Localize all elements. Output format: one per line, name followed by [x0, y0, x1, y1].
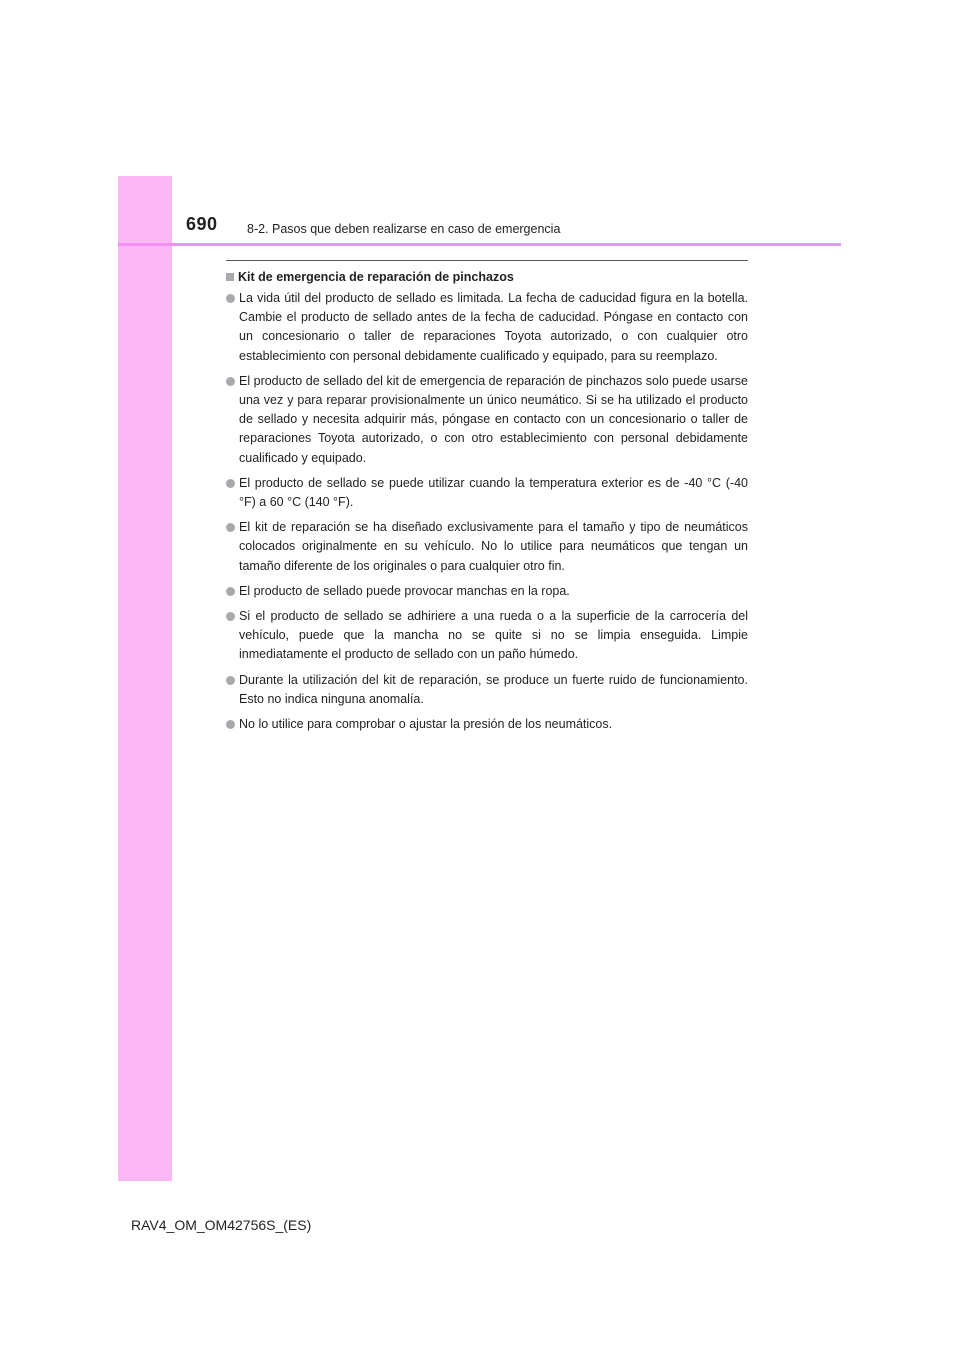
square-bullet-icon: [226, 273, 234, 281]
list-item-text: El kit de reparación se ha diseñado exclusivamente para el tamaño y tipo de neumáticos colocados originalmente en su vehículo. No lo utilice para neumáticos que tengan un tamaño diferente de los originales o para cualquier otro fin.: [239, 520, 748, 573]
list-item-text: Si el producto de sellado se adhiriere a una rueda o a la superficie de la carrocería del vehículo, puede que la mancha no se quite si no se limpia enseguida. Limpie inmediatamente el producto de sellado con un paño húmedo.: [239, 609, 748, 662]
bullet-dot-icon: [226, 377, 235, 386]
list-item: [226, 372, 748, 468]
main-content: [226, 260, 748, 740]
chapter-title: 8-2. Pasos que deben realizarse en caso de emergencia: [247, 222, 561, 236]
list-item: [226, 518, 748, 576]
bullet-list: [226, 289, 748, 734]
bullet-dot-icon: [226, 523, 235, 532]
list-item-text: Durante la utilización del kit de reparación, se produce un fuerte ruido de funcionamiento. Esto no indica ninguna anomalía.: [239, 672, 748, 706]
list-item: [226, 582, 748, 601]
list-item-text: La vida útil del producto de sellado es limitada. La fecha de caducidad figura en la botella. Cambie el producto de sellado antes de la fecha de caducidad. Póngase en contacto con un concesionario o taller de reparaciones Toyota autorizado, o con cualquier otro establecimiento con personal debidamente cualificado y equipado, para su reemplazo.: [239, 291, 748, 363]
list-item: [226, 671, 748, 709]
bullet-dot-icon: [226, 676, 235, 685]
section-heading-text: Kit de emergencia de reparación de pinchazos: [238, 270, 514, 284]
list-item: [226, 289, 748, 366]
list-item-text: El producto de sellado se puede utilizar cuando la temperatura exterior es de -40 °C (-40 °F) a 60 °C (140 °F).: [239, 475, 748, 510]
bullet-dot-icon: [226, 479, 235, 488]
list-item-text: No lo utilice para comprobar o ajustar la presión de los neumáticos.: [239, 717, 613, 732]
bullet-dot-icon: [226, 294, 235, 303]
bullet-dot-icon: [226, 587, 235, 596]
page-number: 690: [186, 214, 218, 234]
bullet-dot-icon: [226, 720, 235, 729]
section-divider: [226, 260, 748, 261]
section-heading: [226, 270, 748, 284]
list-item-text: El producto de sellado del kit de emergencia de reparación de pinchazos solo puede usarse una vez y para reparar provisionalmente un único neumático. Si se ha utilizado el producto de sellado y necesita adquirir más, póngase en contacto con un concesionario o taller de reparaciones Toyota autorizado, o con otro establecimiento con personal debidamente cualificado y equipado.: [239, 373, 748, 465]
list-item: [226, 607, 748, 665]
bullet-dot-icon: [226, 612, 235, 621]
list-item-text: El producto de sellado puede provocar manchas en la ropa.: [239, 583, 570, 598]
list-item: [226, 474, 748, 512]
header-rule: [118, 243, 841, 246]
document-code: RAV4_OM_OM42756S_(ES): [131, 1217, 312, 1233]
side-color-band: [118, 176, 172, 1181]
list-item: [226, 715, 748, 734]
